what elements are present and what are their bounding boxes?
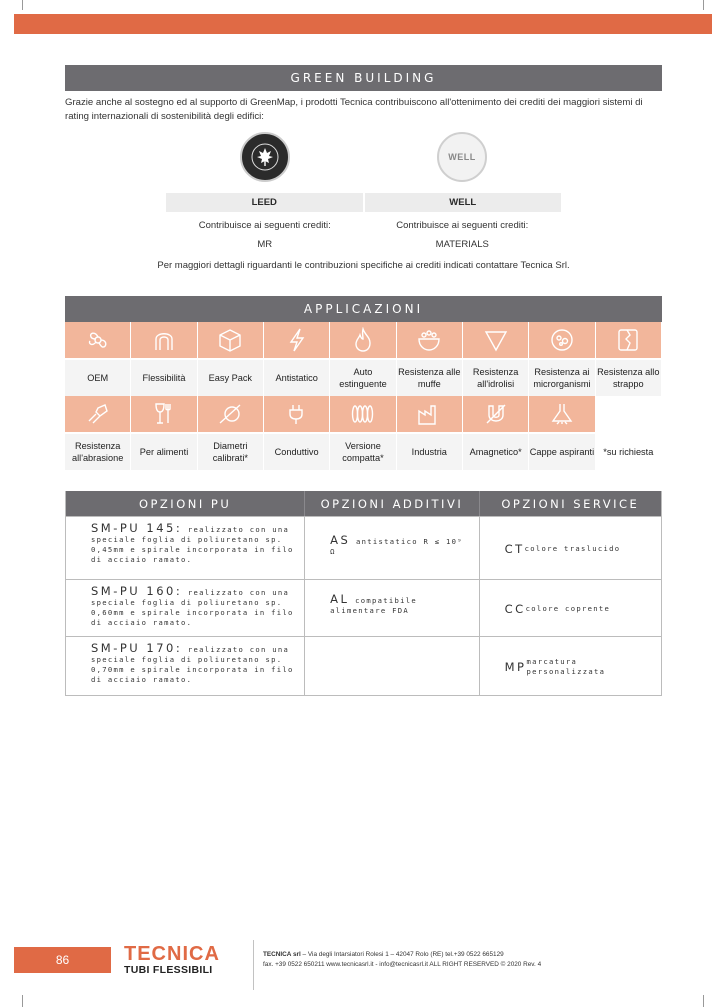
well-credit: MATERIALS	[435, 239, 489, 250]
mold-icon	[397, 322, 463, 358]
additive-option-cell	[305, 637, 479, 695]
additive-desc: antistatico R ≤ 10⁹ Ω	[330, 537, 463, 556]
additive-option-cell	[305, 517, 479, 579]
application-label: Resistenza ai microrganismi	[529, 360, 595, 396]
application-label: Per alimenti	[131, 434, 197, 470]
application-label: OEM	[65, 360, 131, 396]
service-option-cell	[480, 517, 661, 579]
pu-desc: realizzato con una speciale foglia di poliuretano sp. 0,70mm e spirale incorporata in filo di acciaio ramato.	[91, 645, 294, 684]
application-label: Versione compatta*	[330, 434, 396, 470]
abrasion-icon	[65, 396, 131, 432]
company-name: TECNICA srl	[263, 951, 301, 958]
table-row	[66, 636, 661, 695]
application-label: Resistenza allo strappo	[596, 360, 662, 396]
leed-contributes: Contribuisce ai seguenti crediti:	[198, 220, 331, 231]
table-row	[66, 516, 661, 579]
pu-code: SM-PU 170:	[91, 641, 183, 655]
brand-logo	[124, 944, 230, 976]
footer-divider	[253, 940, 254, 990]
application-labels-row-2	[65, 434, 662, 470]
triangle-icon	[463, 322, 529, 358]
pu-options-header: OPZIONI PU	[66, 491, 305, 516]
crop-mark	[22, 0, 23, 10]
tear-icon	[596, 322, 662, 358]
service-desc: colore traslucido	[524, 543, 621, 553]
microorganism-icon	[529, 322, 595, 358]
options-table	[65, 491, 662, 696]
credits-table	[166, 193, 561, 254]
pu-code: SM-PU 145:	[91, 521, 183, 535]
application-label: Antistatico	[264, 360, 330, 396]
caliper-icon	[198, 396, 264, 432]
empty-cell	[596, 396, 662, 432]
application-label: Easy Pack	[198, 360, 264, 396]
flame-icon	[330, 322, 396, 358]
application-icons-row-1	[65, 322, 662, 358]
brand-subtitle: TUBI FLESSIBILI	[124, 964, 213, 976]
application-icons-row-2	[65, 396, 662, 432]
applicazioni-header: APPLICAZIONI	[65, 296, 662, 322]
well-logo-text: WELL	[448, 152, 476, 162]
factory-icon	[397, 396, 463, 432]
additive-code: AL	[330, 592, 350, 606]
application-labels-row-1	[65, 360, 662, 396]
application-label: Resistenza alle muffe	[397, 360, 463, 396]
top-accent-bar	[14, 14, 712, 34]
additive-desc: compatibile alimentare FDA	[330, 596, 417, 615]
service-code: CC	[504, 601, 526, 616]
service-desc: marcatura personalizzata	[526, 656, 606, 676]
service-code: CT	[504, 541, 525, 556]
page-number: 86	[14, 947, 111, 973]
well-header: WELL	[365, 193, 562, 212]
well-contributes: Contribuisce ai seguenti crediti:	[396, 220, 529, 231]
pu-desc: realizzato con una speciale foglia di poliuretano sp. 0,45mm e spirale incorporata in filo di acciaio ramato.	[91, 525, 294, 564]
application-label: Industria	[397, 434, 463, 470]
box-icon	[198, 322, 264, 358]
magnet-icon	[463, 396, 529, 432]
table-row	[66, 579, 661, 636]
service-option-cell	[480, 637, 661, 695]
application-label: Resistenza all'abrasione	[65, 434, 131, 470]
lightning-icon	[264, 322, 330, 358]
leed-header: LEED	[166, 193, 363, 212]
green-building-header: GREEN BUILDING	[65, 65, 662, 91]
plug-icon	[264, 396, 330, 432]
pu-desc: realizzato con una speciale foglia di poliuretano sp. 0,60mm e spirale incorporata in filo di acciaio ramato.	[91, 588, 294, 627]
additive-code: AS	[330, 533, 351, 547]
pu-option-cell	[66, 580, 305, 636]
application-label: Amagnetico*	[463, 434, 529, 470]
footer-contact	[263, 950, 541, 970]
pu-code: SM-PU 160:	[91, 584, 183, 598]
service-desc: colore coprente	[525, 603, 611, 613]
service-option-cell	[480, 580, 661, 636]
service-options-header: OPZIONI SERVICE	[501, 496, 640, 511]
hood-icon	[529, 396, 595, 432]
application-label: Diametri calibrati*	[198, 434, 264, 470]
green-building-note: Per maggiori dettagli riguardanti le contribuzioni specifiche ai crediti indicati contattare Tecnica Srl.	[157, 260, 570, 271]
application-label: Cappe aspiranti	[529, 434, 595, 470]
pu-option-cell	[66, 517, 305, 579]
application-label: Flessibilità	[131, 360, 197, 396]
fan-icon	[65, 322, 131, 358]
footnote: *su richiesta	[596, 434, 662, 470]
additive-option-cell	[305, 580, 479, 636]
leed-credit: MR	[257, 239, 273, 250]
company-address: – Via degli Intarsiatori Rolesi 1 – 42047 Rolo (RE) tel.+39 0522 665129	[300, 951, 504, 958]
additive-options-header: OPZIONI ADDITIVI	[305, 491, 479, 516]
pu-option-cell	[66, 637, 305, 695]
brand-name: TECNICA	[124, 943, 220, 965]
service-code: MP	[504, 659, 527, 674]
green-building-intro: Grazie anche al sostegno ed al supporto di GreenMap, i prodotti Tecnica contribuiscono all'ottenimento dei crediti dei maggiori sistemi di rating internazionali di sostenibilità degli edifici:	[65, 97, 643, 122]
crop-mark	[22, 995, 23, 1007]
crop-mark	[703, 995, 704, 1007]
well-logo	[437, 132, 487, 182]
flexibility-icon	[131, 322, 197, 358]
application-label: Resistenza all'idrolisi	[463, 360, 529, 396]
leed-logo	[240, 132, 290, 182]
crop-mark	[703, 0, 704, 10]
application-label: Conduttivo	[264, 434, 330, 470]
coil-icon	[330, 396, 396, 432]
company-contacts: fax. +39 0522 650211 www.tecnicasrl.it - info@tecnicasrl.it ALL RIGHT RESERVED © 2020 Rev. 4	[263, 961, 542, 968]
application-label: Auto estinguente	[330, 360, 396, 396]
food-icon	[131, 396, 197, 432]
